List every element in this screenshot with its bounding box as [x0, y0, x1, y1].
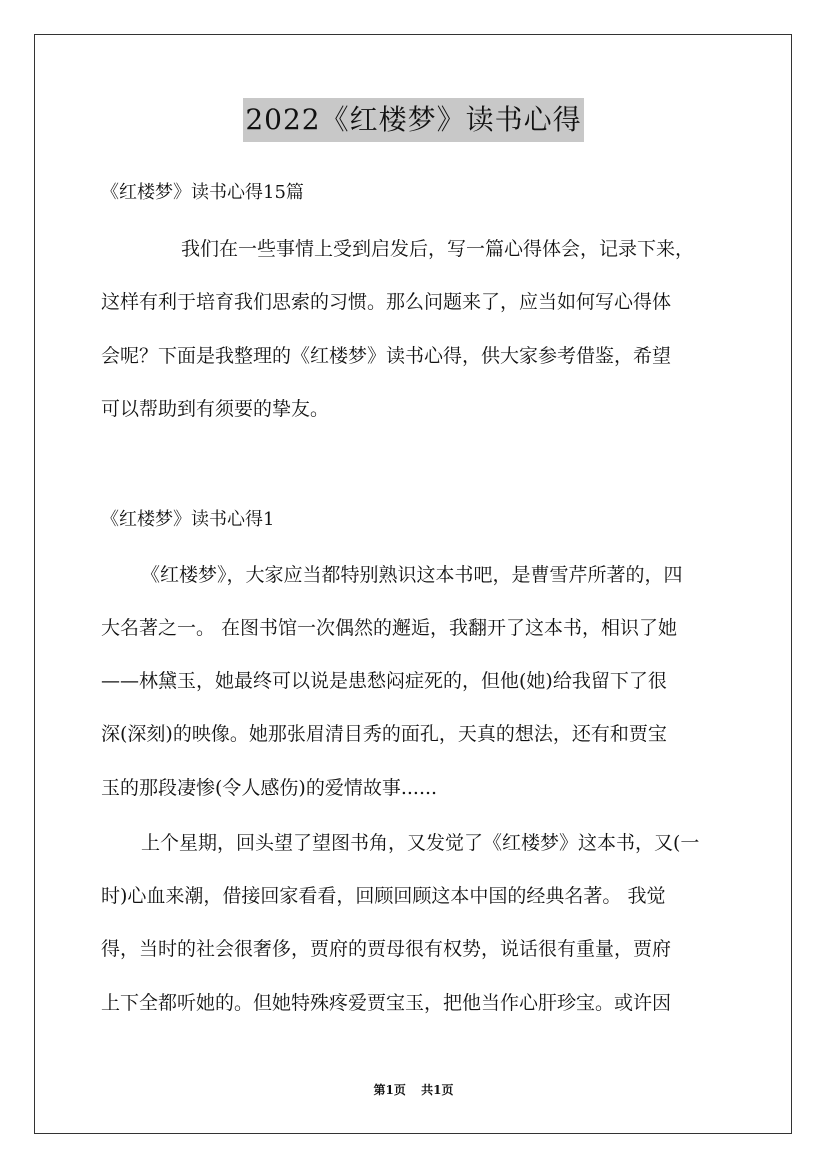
para1-line-3: ——林黛玉，她最终可以说是患愁闷症死的，但他(她)给我留下了很	[101, 670, 667, 692]
intro-line-4: 可以帮助到有须要的挚友。	[101, 398, 330, 420]
para2-line-2: 时)心血来潮，借接回家看看，回顾回顾这本中国的经典名著。 我觉	[101, 885, 666, 907]
title-container	[0, 98, 827, 142]
intro-line-2: 这样有利于培育我们思索的习惯。那么问题来了，应当如何写心得体	[101, 291, 672, 313]
intro-line-3: 会呢？下面是我整理的《红楼梦》读书心得，供大家参考借鉴，希望	[101, 345, 672, 367]
para1-line-5: 玉的那段凄惨(令人感伤)的爱情故事......	[101, 777, 438, 799]
para2-line-3: 得，当时的社会很奢侈，贾府的贾母很有权势，说话很有重量，贾府	[101, 938, 672, 960]
para1-line-4: 深(深刻)的映像。她那张眉清目秀的面孔，天真的想法，还有和贾宝	[101, 723, 667, 745]
para2-line-1: 上个星期，回头望了望图书角，又发觉了《红楼梦》这本书，又(一	[141, 832, 700, 854]
intro-line-1: 我们在一些事情上受到启发后，写一篇心得体会，记录下来，	[181, 238, 695, 260]
section-heading: 《红楼梦》读书心得1	[101, 509, 275, 530]
page-total: 共1页	[421, 1083, 454, 1097]
para2-line-4: 上下全都听她的。但她特殊疼爱贾宝玉，把他当作心肝珍宝。或许因	[101, 992, 672, 1014]
page-footer	[0, 1082, 827, 1098]
document-subtitle: 《红楼梦》读书心得15篇	[101, 182, 304, 203]
page-number: 第1页	[373, 1083, 406, 1097]
para1-line-2: 大名著之一。 在图书馆一次偶然的邂逅，我翻开了这本书，相识了她	[101, 617, 678, 639]
document-title: 2022《红楼梦》读书心得	[243, 98, 583, 142]
para1-line-1: 《红楼梦》，大家应当都特别熟识这本书吧，是曹雪芹所著的，四	[141, 564, 683, 586]
